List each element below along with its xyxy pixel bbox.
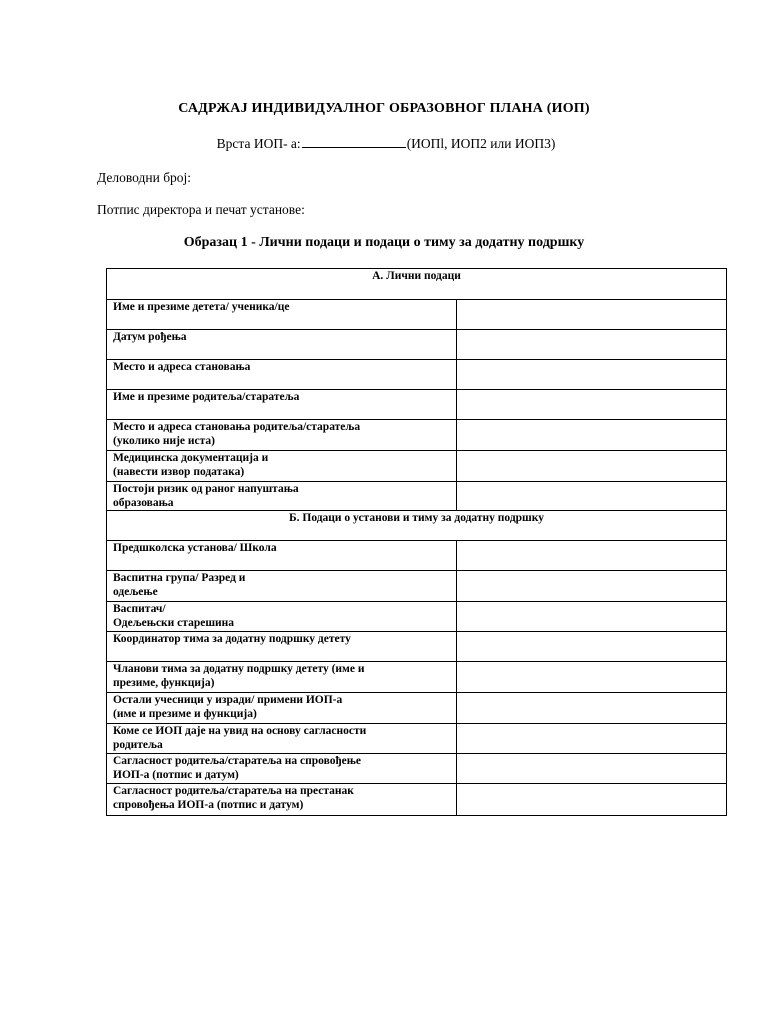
table-row xyxy=(107,330,727,360)
section-b-field-value[interactable] xyxy=(457,693,727,724)
iop-type-line xyxy=(0,136,768,152)
section-a-field-value[interactable] xyxy=(457,300,727,330)
section-b-field-label: Чланови тима за додатну подршку детету (име и презиме, функција) xyxy=(107,662,457,693)
section-a-field-label: Име и презиме детета/ ученика/це xyxy=(107,300,457,330)
section-b-field-value[interactable] xyxy=(457,784,727,816)
signature-label: Потпис директора и печат установе: xyxy=(97,202,305,217)
table-row xyxy=(107,390,727,420)
section-b-field-label: Предшколска установа/ Школа xyxy=(107,541,457,571)
table-row xyxy=(107,360,727,390)
reference-number-label: Деловодни број: xyxy=(97,170,192,185)
table-row xyxy=(107,784,727,816)
section-a-field-value[interactable] xyxy=(457,482,727,511)
section-a-field-label: Постоји ризик од раног напуштања образовања xyxy=(107,482,457,511)
table-row xyxy=(107,300,727,330)
section-b-field-value[interactable] xyxy=(457,541,727,571)
table-row xyxy=(107,754,727,784)
section-a-field-label: Име и презиме родитеља/старатеља xyxy=(107,390,457,420)
section-b-field-value[interactable] xyxy=(457,632,727,662)
table-row xyxy=(107,602,727,632)
table-row xyxy=(107,662,727,693)
iop-type-label: Врста ИОП- а: xyxy=(216,136,301,151)
section-b-field-label: Сагласност родитеља/старатеља на престанак спровођења ИОП-а (потпис и датум) xyxy=(107,784,457,816)
section-b-field-label: Сагласност родитеља/старатеља на спровођење ИОП-а (потпис и датум) xyxy=(107,754,457,784)
section-a-field-value[interactable] xyxy=(457,451,727,482)
section-b-heading: Б. Подаци о установи и тиму за додатну подршку xyxy=(107,511,727,541)
table-row xyxy=(107,632,727,662)
section-a-field-value[interactable] xyxy=(457,420,727,451)
form-title: Образац 1 - Лични подаци и подаци о тиму за додатну подршку xyxy=(183,235,585,250)
table-row xyxy=(107,724,727,754)
table-row xyxy=(107,482,727,511)
table-row xyxy=(107,451,727,482)
iop-type-options: (ИОПl, ИОП2 или ИОП3) xyxy=(406,136,556,151)
section-b-field-value[interactable] xyxy=(457,662,727,693)
iop-type-blank-field[interactable] xyxy=(302,136,406,148)
table-row xyxy=(107,420,727,451)
section-a-heading-row xyxy=(107,269,727,300)
section-a-field-value[interactable] xyxy=(457,330,727,360)
section-b-field-value[interactable] xyxy=(457,754,727,784)
section-b-field-label: Координатор тима за додатну подршку детету xyxy=(107,632,457,662)
section-a-field-label: Место и адреса становања родитеља/старатеља (уколико није иста) xyxy=(107,420,457,451)
section-b-field-label: Остали учесници у изради/ примени ИОП-а (име и презиме и функција) xyxy=(107,693,457,724)
section-a-field-label: Медицинска документација и (навести извор података) xyxy=(107,451,457,482)
section-b-field-label: Коме се ИОП даје на увид на основу сагласности родитеља xyxy=(107,724,457,754)
document-title: САДРЖАЈ ИНДИВИДУАЛНОГ ОБРАЗОВНОГ ПЛАНА (ИОП) xyxy=(178,101,590,116)
form-table xyxy=(106,268,727,816)
section-a-field-label: Место и адреса становања xyxy=(107,360,457,390)
table-row xyxy=(107,571,727,602)
section-a-field-value[interactable] xyxy=(457,390,727,420)
table-row xyxy=(107,693,727,724)
section-a-field-value[interactable] xyxy=(457,360,727,390)
section-a-field-label: Датум рођења xyxy=(107,330,457,360)
section-b-field-label: Васпитач/ Одељењски старешина xyxy=(107,602,457,632)
section-b-field-value[interactable] xyxy=(457,571,727,602)
section-b-field-label: Васпитна група/ Разред и одељење xyxy=(107,571,457,602)
section-b-heading-row xyxy=(107,511,727,541)
section-b-field-value[interactable] xyxy=(457,724,727,754)
table-row xyxy=(107,541,727,571)
section-a-heading: А. Лични подаци xyxy=(107,269,727,300)
section-b-field-value[interactable] xyxy=(457,602,727,632)
